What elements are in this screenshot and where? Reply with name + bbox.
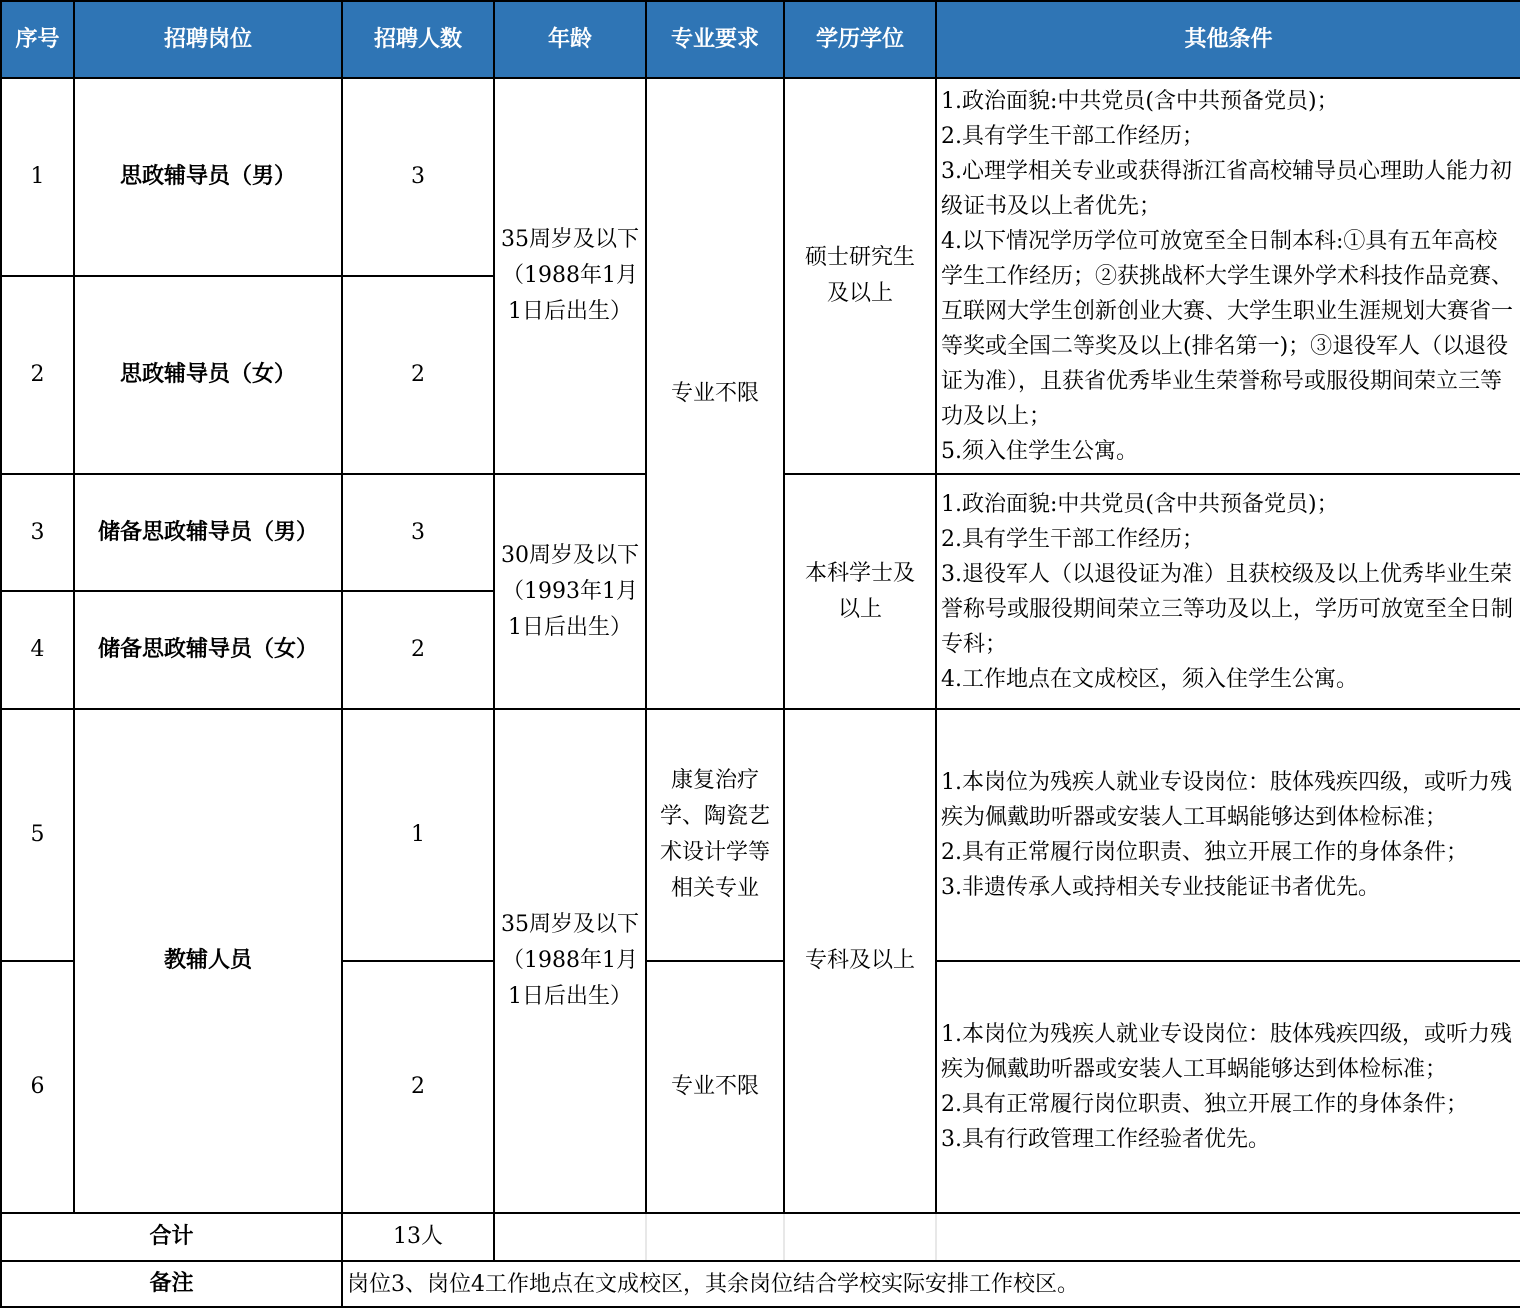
remark-row	[1, 1261, 1520, 1307]
condition-item: 1.本岗位为残疾人就业专设岗位：肢体残疾四级，或听力残疾为佩戴助听器或安装人工耳蜗能够达到体检标准；	[941, 1022, 1512, 1082]
age-cell	[494, 709, 646, 1213]
seq-cell: 4	[1, 591, 74, 709]
condition-item: 3.退役军人（以退役证为准）且获校级及以上优秀毕业生荣誉称号或服役期间荣立三等功及以上，学历可放宽至全日制专科；	[941, 561, 1514, 657]
header-row	[1, 1, 1520, 78]
count-cell: 2	[342, 961, 494, 1213]
total-row	[1, 1213, 1520, 1261]
count-cell: 2	[342, 276, 494, 474]
count-cell: 2	[342, 591, 494, 709]
degree-text: 硕士研究生及以上	[804, 245, 915, 306]
condition-item: 3.具有行政管理工作经验者优先。	[941, 1127, 1270, 1152]
condition-item: 5.须入住学生公寓。	[941, 438, 1138, 464]
remark-value: 岗位3、岗位4工作地点在文成校区，其余岗位结合学校实际安排工作校区。	[342, 1261, 1520, 1307]
count-cell: 1	[342, 709, 494, 961]
degree-cell	[784, 78, 936, 474]
total-value: 13人	[342, 1213, 494, 1261]
seq-cell: 3	[1, 474, 74, 591]
empty-cell	[784, 1213, 936, 1261]
seq-cell: 6	[1, 961, 74, 1213]
conditions-cell	[936, 78, 1520, 474]
total-label: 合计	[1, 1213, 342, 1261]
conditions-cell	[936, 709, 1520, 961]
seq-cell: 2	[1, 276, 74, 474]
condition-item: 2.具有学生干部工作经历；	[941, 123, 1204, 149]
seq-cell: 5	[1, 709, 74, 961]
major-cell	[646, 78, 784, 709]
position-cell: 储备思政辅导员（男）	[74, 474, 342, 591]
header-position: 招聘岗位	[74, 1, 342, 78]
major-cell	[646, 709, 784, 961]
degree-cell: 专科及以上	[784, 709, 936, 1213]
degree-cell	[784, 474, 936, 709]
count-cell: 3	[342, 474, 494, 591]
condition-item: 1.政治面貌:中共党员(含中共预备党员)；	[941, 491, 1339, 517]
condition-item: 3.心理学相关专业或获得浙江省高校辅导员心理助人能力初级证书及以上者优先；	[941, 158, 1512, 219]
condition-item: 1.本岗位为残疾人就业专设岗位：肢体残疾四级，或听力残疾为佩戴助听器或安装人工耳蜗能够达到体检标准；	[941, 770, 1512, 830]
empty-cell	[646, 1213, 784, 1261]
condition-item: 1.政治面貌:中共党员(含中共预备党员)；	[941, 88, 1339, 114]
table-row	[1, 78, 1520, 276]
age-text: 35周岁及以下（1988年1月1日后出生）	[501, 227, 639, 324]
header-seq: 序号	[1, 1, 74, 78]
count-cell: 3	[342, 78, 494, 276]
remark-label: 备注	[1, 1261, 342, 1307]
age-text: 30周岁及以下（1993年1月1日后出生）	[501, 542, 639, 640]
condition-item: 3.非遗传承人或持相关专业技能证书者优先。	[941, 875, 1380, 900]
condition-item: 4.工作地点在文成校区，须入住学生公寓。	[941, 666, 1358, 692]
empty-cell	[936, 1213, 1520, 1261]
condition-item: 2.具有正常履行岗位职责、独立开展工作的身体条件；	[941, 1092, 1468, 1117]
header-age: 年龄	[494, 1, 646, 78]
position-cell: 思政辅导员（男）	[74, 78, 342, 276]
major-cell: 专业不限	[646, 961, 784, 1213]
degree-text: 本科学士及以上	[804, 560, 915, 622]
major-text: 康复治疗学、陶瓷艺术设计学等相关专业	[659, 768, 770, 901]
header-major: 专业要求	[646, 1, 784, 78]
header-count: 招聘人数	[342, 1, 494, 78]
header-other: 其他条件	[936, 1, 1520, 78]
condition-item: 2.具有正常履行岗位职责、独立开展工作的身体条件；	[941, 840, 1468, 865]
position-cell: 教辅人员	[74, 709, 342, 1213]
position-cell: 储备思政辅导员（女）	[74, 591, 342, 709]
seq-cell: 1	[1, 78, 74, 276]
empty-cell	[494, 1213, 646, 1261]
table-row	[1, 709, 1520, 961]
age-cell	[494, 474, 646, 709]
position-cell: 思政辅导员（女）	[74, 276, 342, 474]
condition-item: 4.以下情况学历学位可放宽至全日制本科:①具有五年高校学生工作经历；②获挑战杯大学生课外学术科技作品竞赛、互联网大学生创新创业大赛、大学生职业生涯规划大赛省一等奖或全国二等奖及以上(排名第一)；③退役军人（以退役证为准），且获省优秀毕业生荣誉称号或服役期间荣立三等功及以上；	[941, 228, 1514, 429]
condition-item: 2.具有学生干部工作经历；	[941, 526, 1204, 552]
major-text: 专业不限	[670, 380, 759, 406]
conditions-cell	[936, 474, 1520, 709]
age-cell	[494, 78, 646, 474]
conditions-cell	[936, 961, 1520, 1213]
header-degree: 学历学位	[784, 1, 936, 78]
age-text: 35周岁及以下（1988年1月1日后出生）	[501, 912, 639, 1009]
